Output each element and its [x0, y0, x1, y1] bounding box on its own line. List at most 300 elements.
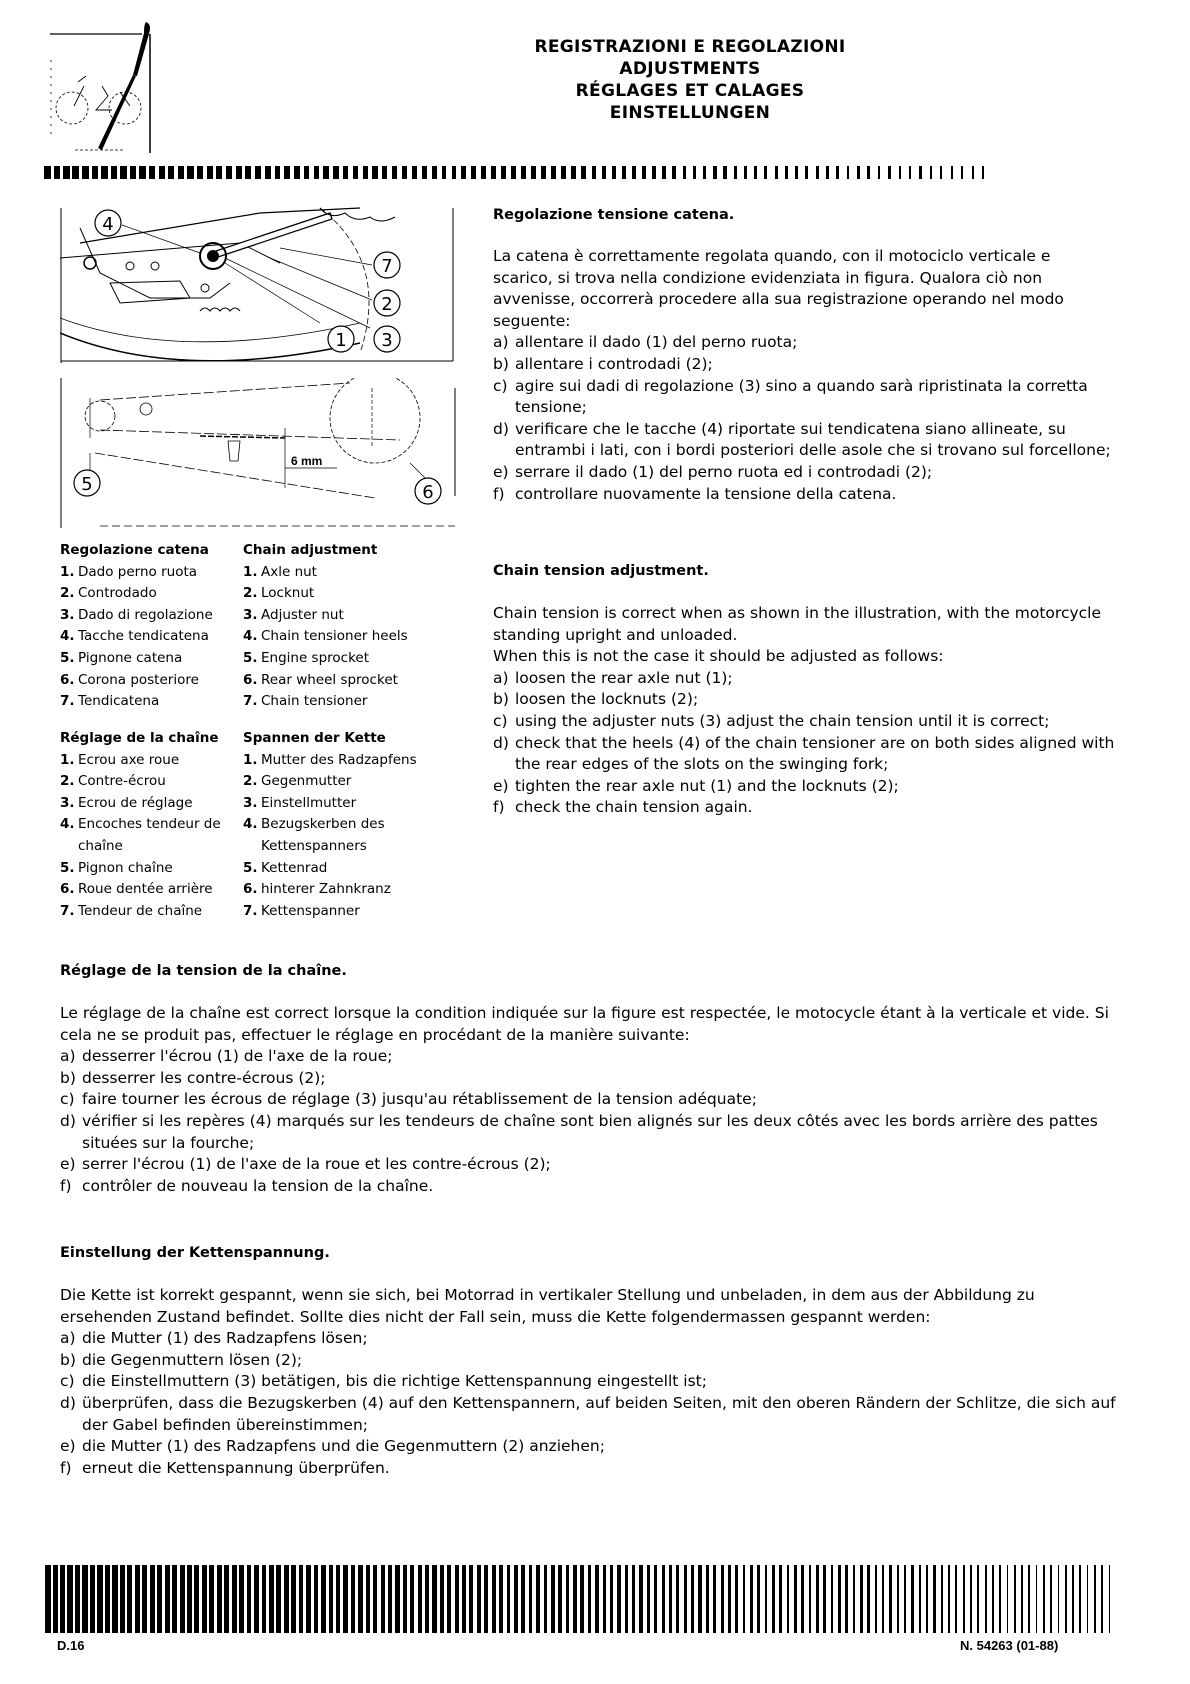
title-fr: RÉGLAGES ET CALAGES [575, 81, 805, 101]
strip-bar [816, 1565, 819, 1633]
strip-bar [909, 166, 911, 179]
strip-bar [329, 1565, 333, 1633]
strip-bar [291, 1565, 296, 1633]
instruction-step [493, 733, 1118, 776]
instruction-step [493, 668, 1118, 690]
instruction-step [493, 332, 1113, 354]
strip-bar [54, 166, 61, 179]
section-body-fr [60, 1003, 1120, 1197]
instruction-step [493, 419, 1113, 462]
strip-bar [1036, 1565, 1038, 1633]
strip-bar [45, 1565, 51, 1633]
strip-bar [963, 1565, 965, 1633]
step-marker: f) [60, 1176, 72, 1195]
strip-bar [92, 166, 99, 179]
step-text: agire sui dadi di regolazione (3) sino a quando sarà ripristinata la corretta tensione; [515, 376, 1088, 417]
instruction-step [493, 797, 1118, 819]
strip-bar [985, 1565, 987, 1633]
step-text: tighten the rear axle nut (1) and the locknuts (2); [515, 776, 899, 795]
strip-bar [120, 166, 127, 179]
strip-bar [754, 166, 757, 179]
strip-bar [904, 1565, 906, 1633]
screwdriver-motorcycle-icon [50, 20, 170, 155]
legend-item-number: 1. [60, 563, 75, 580]
instruction-step [60, 1154, 1120, 1176]
strip-bar [366, 1565, 370, 1633]
strip-bar [744, 166, 747, 179]
strip-bar [919, 1565, 921, 1633]
strip-bar [82, 1565, 87, 1633]
section-title-de: Einstellung der Kettenspannung. [60, 1245, 330, 1261]
step-text: vérifier si les repères (4) marqués sur les tendeurs de chaîne sont bien alignés sur les deux côtés avec les bords arrière des pattes situées sur la fourche; [82, 1111, 1098, 1152]
instruction-step [493, 354, 1113, 376]
strip-bar [723, 166, 726, 179]
strip-bar [706, 1565, 709, 1633]
strip-bar [875, 1565, 877, 1633]
strip-bar [948, 1565, 950, 1633]
bottom-bar-strip [45, 1565, 1190, 1633]
strip-bar [343, 1565, 347, 1633]
strip-bar [982, 166, 984, 179]
strip-bar [1101, 1565, 1103, 1633]
legend-item [243, 814, 468, 857]
legend-item-label: Corona posteriore [78, 671, 199, 688]
strip-bar [521, 1565, 525, 1633]
step-text: allentare i controdadi (2); [515, 354, 713, 373]
step-text: die Einstellmuttern (3) betätigen, bis die richtige Kettenspannung eingestellt ist; [82, 1372, 707, 1391]
title-en: ADJUSTMENTS [619, 59, 761, 79]
strip-bar [785, 166, 788, 179]
strip-bar [642, 166, 646, 179]
strip-bar [662, 1565, 665, 1633]
step-text: die Gegenmuttern lösen (2); [82, 1350, 303, 1369]
strip-bar [541, 166, 545, 179]
strip-bar [662, 166, 666, 179]
strip-bar [672, 166, 676, 179]
legend-item-number: 6. [60, 671, 75, 688]
strip-bar [1109, 1565, 1111, 1633]
strip-bar [544, 1565, 548, 1633]
strip-bar [447, 1565, 451, 1633]
legend-english [243, 540, 443, 713]
strip-bar [471, 166, 476, 179]
strip-bar [321, 1565, 325, 1633]
strip-bar [207, 166, 213, 179]
legend-item-label: Chain tensioner [261, 693, 368, 710]
strip-bar [617, 1565, 620, 1633]
strip-bar [239, 1565, 244, 1633]
step-text: serrer l'écrou (1) de l'axe de la roue et les contre-écrous (2); [82, 1155, 551, 1174]
strip-bar [529, 1565, 533, 1633]
strip-bar [775, 166, 778, 179]
legend-item-label: Pignone catena [78, 649, 183, 666]
strip-bar [314, 1565, 319, 1633]
section-intro-2: When this is not the case it should be adjusted as follows: [493, 647, 944, 666]
legend-item-label: Roue dentée arrière [78, 881, 213, 898]
strip-bar [765, 1565, 768, 1633]
strip-bar [669, 1565, 672, 1633]
legend-item-number: 1. [243, 751, 258, 768]
legend-item-number: 4. [60, 816, 75, 833]
step-marker: d) [60, 1393, 76, 1412]
strip-bar [857, 166, 860, 179]
strip-bar [734, 166, 737, 179]
step-marker: a) [493, 333, 509, 352]
section-title-fr: Réglage de la tension de la chaîne. [60, 963, 347, 979]
strip-bar [926, 1565, 928, 1633]
strip-bar [276, 1565, 281, 1633]
strip-bar [801, 1565, 804, 1633]
strip-bar [232, 1565, 237, 1633]
strip-bar [216, 166, 222, 179]
step-marker: f) [493, 484, 505, 503]
step-marker: e) [60, 1155, 76, 1174]
strip-bar [226, 166, 232, 179]
strip-bar [402, 166, 407, 179]
strip-bar [622, 166, 626, 179]
instruction-step [493, 776, 1118, 798]
strip-bar [60, 1565, 65, 1633]
strip-bar [794, 1565, 797, 1633]
strip-bar [392, 166, 397, 179]
legend-item-number: 7. [243, 902, 258, 919]
strip-bar [805, 166, 808, 179]
legend-item [243, 670, 443, 692]
strip-bar [878, 166, 881, 179]
strip-bar [217, 1565, 222, 1633]
strip-bar [693, 166, 696, 179]
instruction-step [60, 1393, 1120, 1436]
step-text: using the adjuster nuts (3) adjust the chain tension until it is correct; [515, 711, 1050, 730]
legend-item-label: Kettenrad [261, 859, 328, 876]
strip-bar [194, 1565, 199, 1633]
strip-bar [1021, 1565, 1023, 1633]
step-text: überprüfen, dass die Bezugskerben (4) auf den Kettenspannern, auf beiden Seiten, mit den oberen Rändern der Schlitze, die sich auf der Gabel befinden übereinstimmen; [82, 1393, 1116, 1434]
instruction-step [493, 711, 1118, 733]
strip-bar [536, 1565, 540, 1633]
callout-5: 5 [81, 474, 93, 495]
strip-bar [888, 166, 890, 179]
strip-bar [353, 166, 358, 179]
strip-bar [899, 166, 901, 179]
step-text: desserrer les contre-écrous (2); [82, 1068, 326, 1087]
strip-bar [373, 1565, 377, 1633]
legend-item-label: Tendicatena [78, 693, 160, 710]
strip-bar [647, 1565, 650, 1633]
legend-item [243, 605, 443, 627]
strip-bar [127, 1565, 132, 1633]
section-title-en: Chain tension adjustment. [493, 563, 709, 579]
step-marker: b) [60, 1350, 76, 1369]
legend-item [243, 771, 468, 793]
section-intro: La catena è correttamente regolata quando, con il motociclo verticale e scarico, si trova nella condizione evidenziata in figura. Qualora ciò non avvenisse, occorrerà procedere alla sua registrazione operando nel modo seguente: [493, 247, 1064, 330]
legend-item [60, 691, 235, 713]
strip-bar [82, 166, 89, 179]
instruction-step [60, 1371, 1120, 1393]
instruction-step [60, 1328, 1120, 1350]
strip-bar [566, 1565, 570, 1633]
legend-item [60, 605, 235, 627]
step-marker: b) [493, 354, 509, 373]
legend-item-number: 4. [243, 816, 258, 833]
strip-bar [955, 1565, 957, 1633]
strip-bar [853, 1565, 855, 1633]
strip-bar [595, 1565, 598, 1633]
strip-bar [306, 1565, 311, 1633]
legend-item [60, 771, 240, 793]
strip-bar [455, 1565, 459, 1633]
callout-6: 6 [422, 482, 434, 503]
strip-bar [639, 1565, 642, 1633]
legend-item-number: 2. [243, 773, 258, 790]
legend-item [243, 793, 468, 815]
legend-item-number: 6. [60, 881, 75, 898]
legend-item [60, 626, 235, 648]
legend-item [243, 858, 468, 880]
strip-bar [992, 1565, 994, 1633]
step-marker: c) [60, 1090, 75, 1109]
strip-bar [961, 166, 963, 179]
step-text: contrôler de nouveau la tension de la chaîne. [82, 1176, 434, 1195]
step-marker: d) [493, 419, 509, 438]
callout-1: 1 [335, 330, 347, 351]
step-marker: b) [493, 690, 509, 709]
strip-bar [336, 1565, 340, 1633]
strip-bar [580, 1565, 584, 1633]
legend-german [243, 728, 468, 922]
section-intro: Die Kette ist korrekt gespannt, wenn sie sich, bei Motorrad in vertikaler Stellung und unbeladen, in dem aus der Abbildung zu ersehenden Zustand befindet. Sollte dies nicht der Fall sein, muss die Kette folgendermassen gespannt werden: [60, 1286, 1035, 1326]
legend-item-label: Encoches tendeur de chaîne [78, 816, 221, 854]
strip-bar [224, 1565, 229, 1633]
strip-bar [197, 166, 203, 179]
strip-bar [395, 1565, 399, 1633]
strip-bar [299, 1565, 304, 1633]
legend-item-number: 6. [243, 671, 258, 688]
legend-item-number: 7. [60, 902, 75, 919]
legend-item-label: hinterer Zahnkranz [261, 881, 391, 898]
strip-bar [492, 1565, 496, 1633]
step-text: erneut die Kettenspannung überprüfen. [82, 1458, 390, 1477]
legend-item [243, 626, 443, 648]
strip-bar [561, 166, 565, 179]
strip-bar [461, 166, 466, 179]
strip-bar [826, 166, 829, 179]
strip-bar [919, 166, 921, 179]
strip-bar [625, 1565, 628, 1633]
strip-bar [951, 166, 953, 179]
step-marker: b) [60, 1068, 76, 1087]
strip-bar [592, 166, 596, 179]
strip-bar [372, 166, 377, 179]
legend-item-number: 7. [243, 693, 258, 710]
step-marker: f) [60, 1458, 72, 1477]
strip-bar [1028, 1565, 1030, 1633]
legend-title: Spannen der Kette [243, 730, 386, 746]
legend-item-label: Mutter des Radzapfens [261, 751, 417, 768]
legend-item [243, 691, 443, 713]
strip-bar [941, 1565, 943, 1633]
strip-bar [44, 166, 51, 179]
strip-bar [236, 166, 242, 179]
step-text: die Mutter (1) des Radzapfens und die Gegenmuttern (2) anziehen; [82, 1437, 605, 1456]
strip-bar [343, 166, 348, 179]
step-marker: a) [493, 668, 509, 687]
legend-item-label: Dado di regolazione [78, 606, 213, 623]
step-text: faire tourner les écrous de réglage (3) jusqu'au rétablissement de la tension adéquate; [82, 1090, 757, 1109]
legend-item-label: Dado perno ruota [78, 563, 198, 580]
strip-bar [168, 166, 174, 179]
strip-bar [53, 1565, 58, 1633]
strip-bar [440, 1565, 444, 1633]
page-code: D.16 [57, 1638, 85, 1653]
strip-bar [847, 166, 850, 179]
legend-item [60, 648, 235, 670]
legend-item-number: 5. [60, 649, 75, 666]
legend-item [243, 562, 443, 584]
legend-item-label: Pignon chaîne [78, 859, 173, 876]
strip-bar [1058, 1565, 1060, 1633]
legend-item-number: 1. [60, 751, 75, 768]
instruction-step [493, 689, 1118, 711]
strip-bar [247, 1565, 252, 1633]
section-body-it [493, 246, 1113, 505]
strip-bar [838, 1565, 841, 1633]
strip-bar [165, 1565, 170, 1633]
strip-bar [743, 1565, 746, 1633]
strip-bar [294, 166, 300, 179]
step-marker: c) [493, 376, 508, 395]
callout-7: 7 [381, 256, 393, 277]
top-bar-strip [44, 166, 1190, 179]
step-marker: f) [493, 798, 505, 817]
rear-wheel-illustration [60, 203, 455, 363]
strip-bar [603, 1565, 606, 1633]
strip-bar [1043, 1565, 1045, 1633]
title-it: REGISTRAZIONI E REGOLAZIONI [534, 37, 846, 57]
strip-bar [382, 166, 387, 179]
legend-item-label: Adjuster nut [261, 606, 344, 623]
strip-bar [432, 1565, 436, 1633]
strip-bar [507, 1565, 511, 1633]
strip-bar [860, 1565, 862, 1633]
strip-bar [432, 166, 437, 179]
strip-bar [491, 166, 496, 179]
legend-item [60, 814, 240, 857]
strip-bar [150, 1565, 155, 1633]
strip-bar [551, 166, 555, 179]
step-marker: c) [60, 1372, 75, 1391]
strip-bar [105, 1565, 110, 1633]
strip-bar [735, 1565, 738, 1633]
strip-bar [67, 1565, 72, 1633]
strip-bar [284, 1565, 289, 1633]
legend-item [60, 670, 235, 692]
legend-item [60, 562, 235, 584]
chain-schematic-diagram [60, 378, 460, 528]
legend-item-number: 2. [60, 585, 75, 602]
strip-bar [683, 166, 687, 179]
strip-bar [452, 166, 457, 179]
strip-bar [1014, 1565, 1016, 1633]
legend-item [60, 750, 240, 772]
strip-bar [139, 166, 145, 179]
legend-item-label: Bezugskerben des Kettenspanners [261, 816, 385, 854]
strip-bar [501, 166, 506, 179]
strip-bar [1087, 1565, 1089, 1633]
legend-title: Réglage de la chaîne [60, 730, 219, 746]
strip-bar [750, 1565, 753, 1633]
strip-bar [1007, 1565, 1009, 1633]
strip-bar [101, 166, 108, 179]
strip-bar [652, 166, 656, 179]
strip-bar [178, 166, 184, 179]
strip-bar [245, 166, 251, 179]
strip-bar [462, 1565, 466, 1633]
strip-bar [684, 1565, 687, 1633]
strip-bar [809, 1565, 812, 1633]
step-marker: c) [493, 711, 508, 730]
strip-bar [588, 1565, 591, 1633]
strip-bar [135, 1565, 140, 1633]
strip-bar [157, 1565, 162, 1633]
legend-italian [60, 540, 235, 713]
strip-bar [351, 1565, 355, 1633]
legend-item [243, 901, 468, 923]
step-text: loosen the locknuts (2); [515, 690, 699, 709]
strip-bar [284, 166, 290, 179]
strip-bar [551, 1565, 555, 1633]
dimension-label: 6 mm [291, 454, 323, 468]
strip-bar [573, 1565, 577, 1633]
legend-item [60, 583, 235, 605]
callout-3: 3 [381, 330, 393, 351]
strip-bar [442, 166, 447, 179]
strip-bar [75, 1565, 80, 1633]
strip-bar [779, 1565, 782, 1633]
step-text: desserrer l'écrou (1) de l'axe de la roue; [82, 1047, 393, 1066]
strip-bar [728, 1565, 731, 1633]
strip-bar [764, 166, 767, 179]
section-body-en [493, 603, 1118, 819]
strip-bar [698, 1565, 701, 1633]
strip-bar [63, 166, 70, 179]
strip-bar [691, 1565, 694, 1633]
strip-bar [149, 166, 155, 179]
strip-bar [209, 1565, 214, 1633]
legend-item-label: Engine sprocket [261, 649, 370, 666]
instruction-step [60, 1458, 1120, 1480]
instruction-step [493, 462, 1113, 484]
legend-item [60, 901, 240, 923]
document-number: N. 54263 (01-88) [960, 1638, 1059, 1653]
step-text: check that the heels (4) of the chain tensioner are on both sides aligned with the rear edges of the slots on the swinging fork; [515, 733, 1115, 774]
step-marker: a) [60, 1047, 76, 1066]
legend-item-number: 5. [60, 859, 75, 876]
strip-bar [262, 1565, 267, 1633]
legend-item-label: Ecrou axe roue [78, 751, 180, 768]
legend-title: Chain adjustment [243, 542, 378, 558]
strip-bar [940, 166, 942, 179]
strip-bar [558, 1565, 562, 1633]
strip-bar [676, 1565, 679, 1633]
page-title [380, 36, 1000, 124]
instruction-step [60, 1068, 1120, 1090]
strip-bar [1094, 1565, 1096, 1633]
legend-item-label: Contre-écrou [78, 773, 166, 790]
strip-bar [999, 1565, 1001, 1633]
strip-bar [511, 166, 515, 179]
legend-item [243, 750, 468, 772]
